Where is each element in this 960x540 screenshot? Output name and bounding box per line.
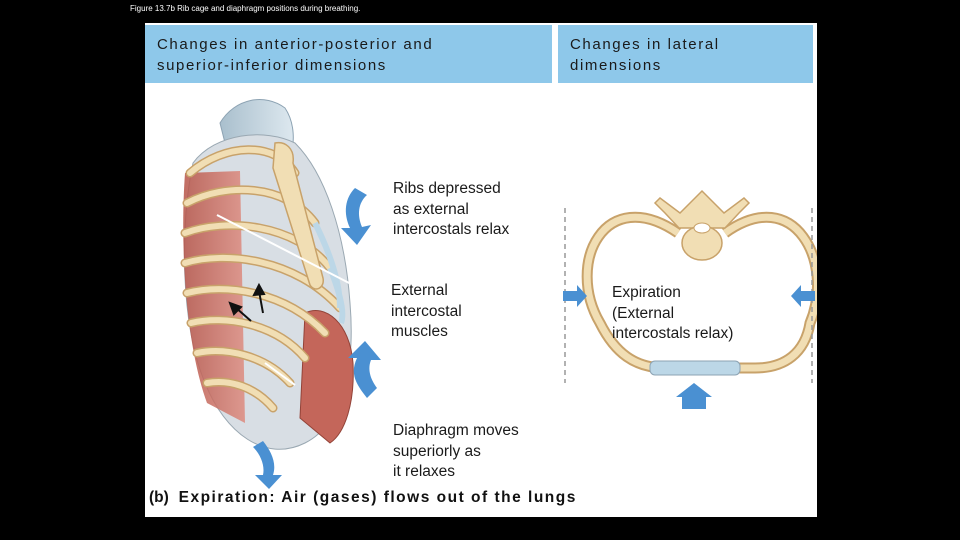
figure-footer-text: Expiration: Air (gases) flows out of the lungs xyxy=(178,489,577,506)
figure-part-label: (b) xyxy=(149,489,169,506)
label-expiration: Expiration (External intercostals relax) xyxy=(612,284,734,342)
arrow-ribs-down-icon xyxy=(341,188,371,245)
sternum-section xyxy=(650,361,740,375)
label-external-intercostal: External intercostal muscles xyxy=(391,282,462,340)
label-diaphragm: Diaphragm moves superiorly as it relaxes xyxy=(393,422,519,480)
header-lateral-text: Changes in lateral dimensions xyxy=(570,36,720,74)
rib-cage-side-view xyxy=(183,100,353,450)
figure-caption: Figure 13.7b Rib cage and diaphragm positions during breathing. xyxy=(130,4,361,13)
header-anterior-posterior-text: Changes in anterior-posterior and superior-inferior dimensions xyxy=(157,36,434,74)
arrow-sternum-up-icon xyxy=(676,383,712,409)
label-ribs-depressed: Ribs depressed as external intercostals relax xyxy=(393,180,510,238)
diagram-panel xyxy=(145,23,817,517)
figure-footer xyxy=(149,489,577,507)
